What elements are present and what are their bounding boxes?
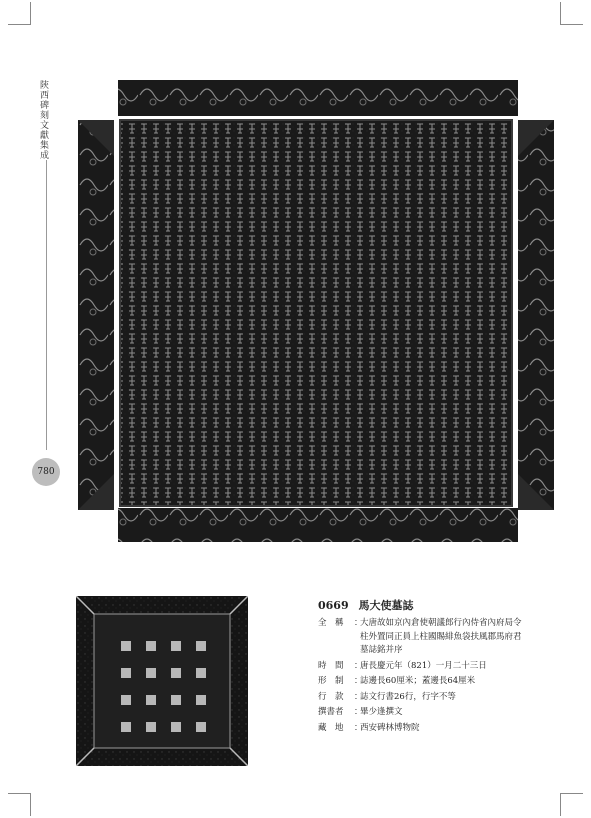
field-value: 大唐故如京內倉使朝議郎行內侍省內府局令	[360, 618, 522, 628]
field-value-continuation: 柱外置同正員上柱國賜緋魚袋扶風郡馬府君	[360, 631, 522, 642]
field-value: 誌邊長60厘米；蓋邊長64厘米	[360, 676, 476, 686]
field-label: 時 間	[318, 660, 344, 671]
crop-mark-bottom-left	[8, 793, 31, 816]
field-full-name: 全 稱 ： 大唐故如京內倉使朝議郎行內侍省內府局令	[318, 619, 568, 628]
entry-title: 馬大使墓誌	[358, 599, 414, 612]
field-author: 撰書者 ： 畢少逢撰文	[318, 708, 568, 717]
field-label: 形 制	[318, 676, 344, 686]
field-form: 形 制 ： 誌邊長60厘米；蓋邊長64厘米	[318, 677, 568, 686]
page-number: 780	[32, 458, 60, 486]
field-value: 誌文行書26行，行字不等	[360, 691, 456, 702]
field-value: 唐長慶元年（821）一月二十三日	[360, 660, 487, 671]
crop-mark-bottom-right	[560, 793, 583, 816]
field-label: 撰書者	[318, 707, 344, 717]
entry-heading	[318, 600, 568, 611]
field-value: 畢少逢撰文	[360, 707, 403, 717]
field-date: 時 間 ： 唐長慶元年（821）一月二十三日	[318, 662, 568, 671]
sidebar-divider	[46, 160, 47, 450]
main-rubbing-image	[78, 80, 554, 542]
field-value-continuation: 墓誌銘并序	[360, 645, 403, 655]
field-label: 行 款	[318, 691, 344, 702]
catalog-entry	[318, 600, 568, 739]
cover-rubbing-thumbnail	[76, 596, 248, 766]
crop-mark-top-right	[560, 2, 583, 25]
entry-number: 0669	[318, 599, 349, 612]
field-location: 藏 地 ： 西安碑林博物院	[318, 724, 568, 733]
series-title: 陝西碑刻文獻集成	[38, 80, 48, 160]
crop-mark-top-left	[8, 2, 31, 25]
field-label: 全 稱	[318, 618, 344, 628]
field-layout: 行 款 ： 誌文行書26行，行字不等	[318, 693, 568, 702]
field-label: 藏 地	[318, 722, 344, 733]
field-value: 西安碑林博物院	[360, 722, 420, 733]
